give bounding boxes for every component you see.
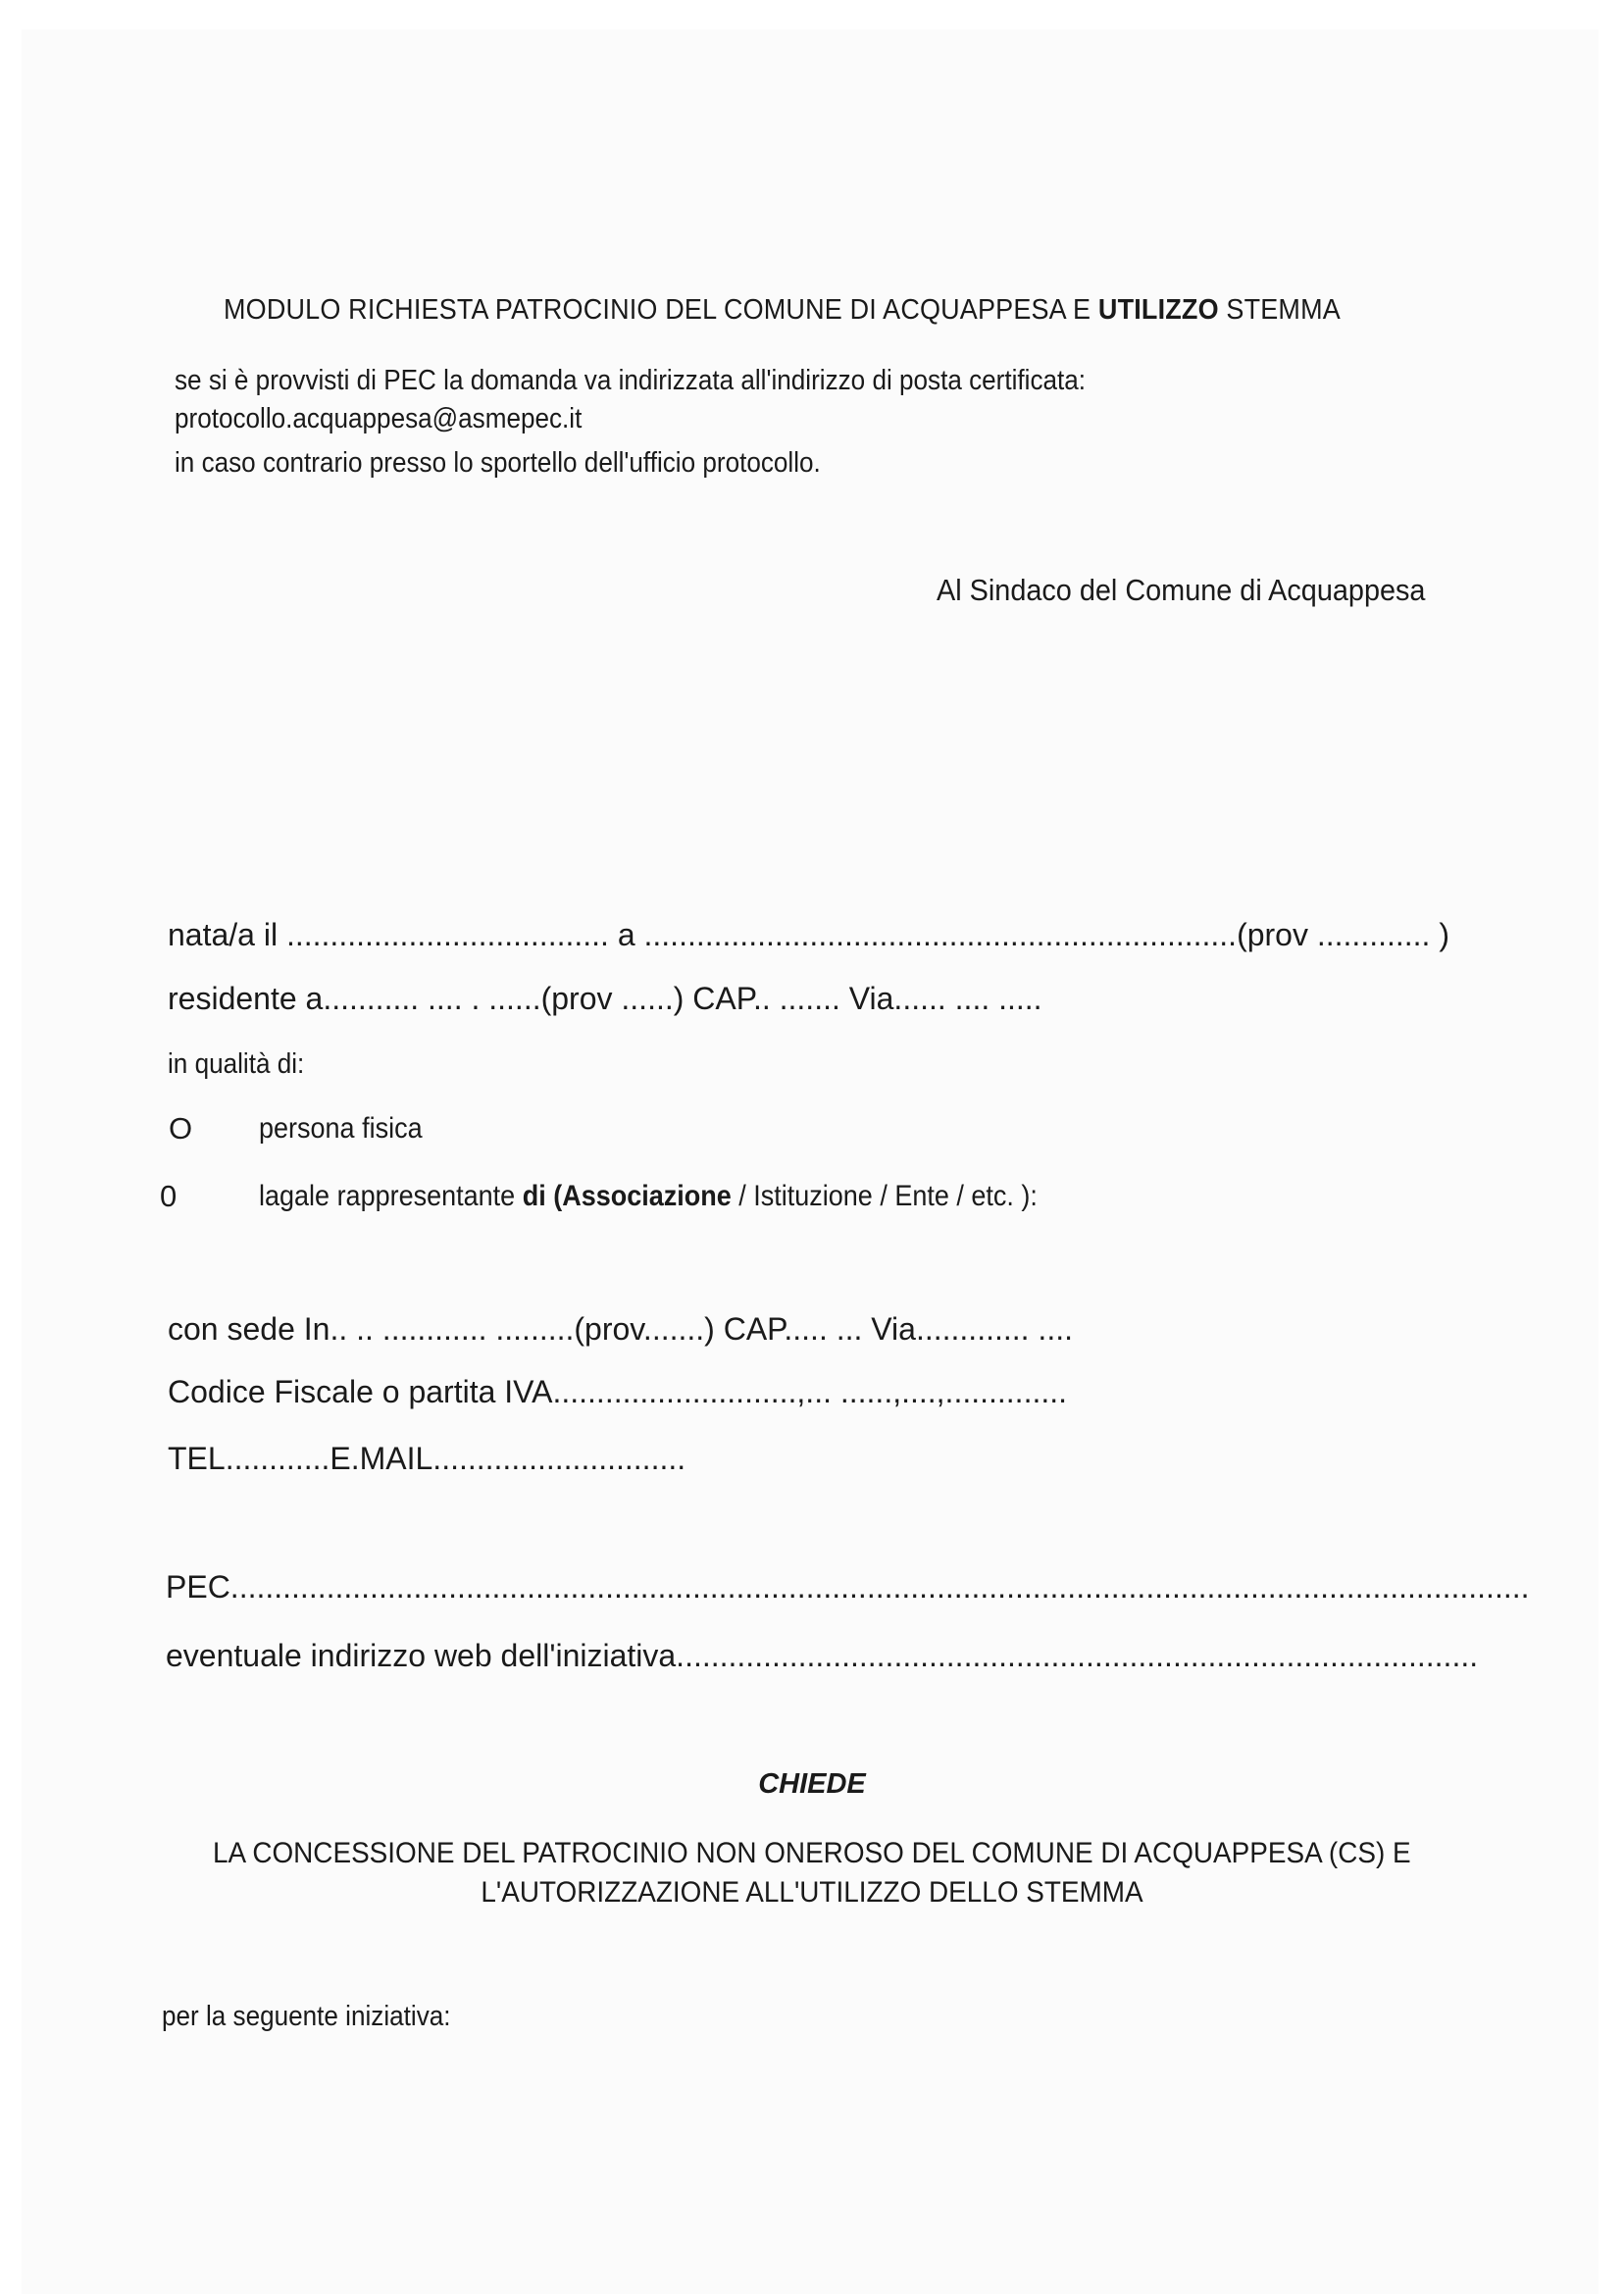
pec-instruction: se si è provvisti di PEC la domanda va indirizzata all'indirizzo di posta certificata: — [175, 365, 1087, 396]
initiative-label: per la seguente iniziativa: — [162, 2001, 451, 2032]
tax-code-field-line: Codice Fiscale o partita IVA............................,... ......,....,.............. — [168, 1374, 1068, 1409]
protocol-office-instruction: in caso contrario presso lo sportello dell'ufficio protocollo. — [175, 447, 821, 479]
option-circle-natural-person[interactable]: O — [169, 1111, 193, 1146]
request-text-line-1: LA CONCESSIONE DEL PATROCINIO NON ONEROSO DEL COMUNE DI ACQUAPPESA (CS) E — [213, 1837, 1411, 1869]
form-title: MODULO RICHIESTA PATROCINIO DEL COMUNE DI ACQUAPPESA E UTILIZZO STEMMA — [224, 294, 1341, 326]
option-label-legal-representative: lagale rappresentante di (Associazione / Istituzione / Ente / etc. ): — [259, 1180, 1038, 1212]
request-text-line-2: L'AUTORIZZAZIONE ALL'UTILIZZO DELLO STEMMA — [481, 1876, 1143, 1909]
phone-email-field-line: TEL............E.MAIL............................. — [168, 1441, 686, 1476]
option-circle-legal-representative[interactable]: 0 — [160, 1179, 178, 1213]
title-bold-word: UTILIZZO — [1097, 294, 1219, 326]
pec-field-line: PEC..................................................................................................................................................... — [166, 1569, 1530, 1605]
capacity-label: in qualità di: — [168, 1048, 305, 1080]
pec-address: protocollo.acquappesa@asmepec.it — [175, 403, 583, 434]
birth-field-line: nata/a il ..................................... a ....................................................................(prov ............. ) — [168, 917, 1449, 952]
seat-field-line: con sede In.. .. ............ .........(prov.......) CAP..... ... Via............. .... — [168, 1311, 1073, 1347]
web-address-field-line: eventuale indirizzo web dell'iniziativa............................................................................................ — [166, 1638, 1479, 1673]
option-label-natural-person: persona fisica — [259, 1112, 423, 1145]
addressee: Al Sindaco del Comune di Acquappesa — [937, 573, 1426, 607]
residence-field-line: residente a........... .... . ......(prov ......) CAP.. ....... Via...... .... ..... — [168, 981, 1042, 1016]
request-heading: CHIEDE — [758, 1768, 866, 1800]
